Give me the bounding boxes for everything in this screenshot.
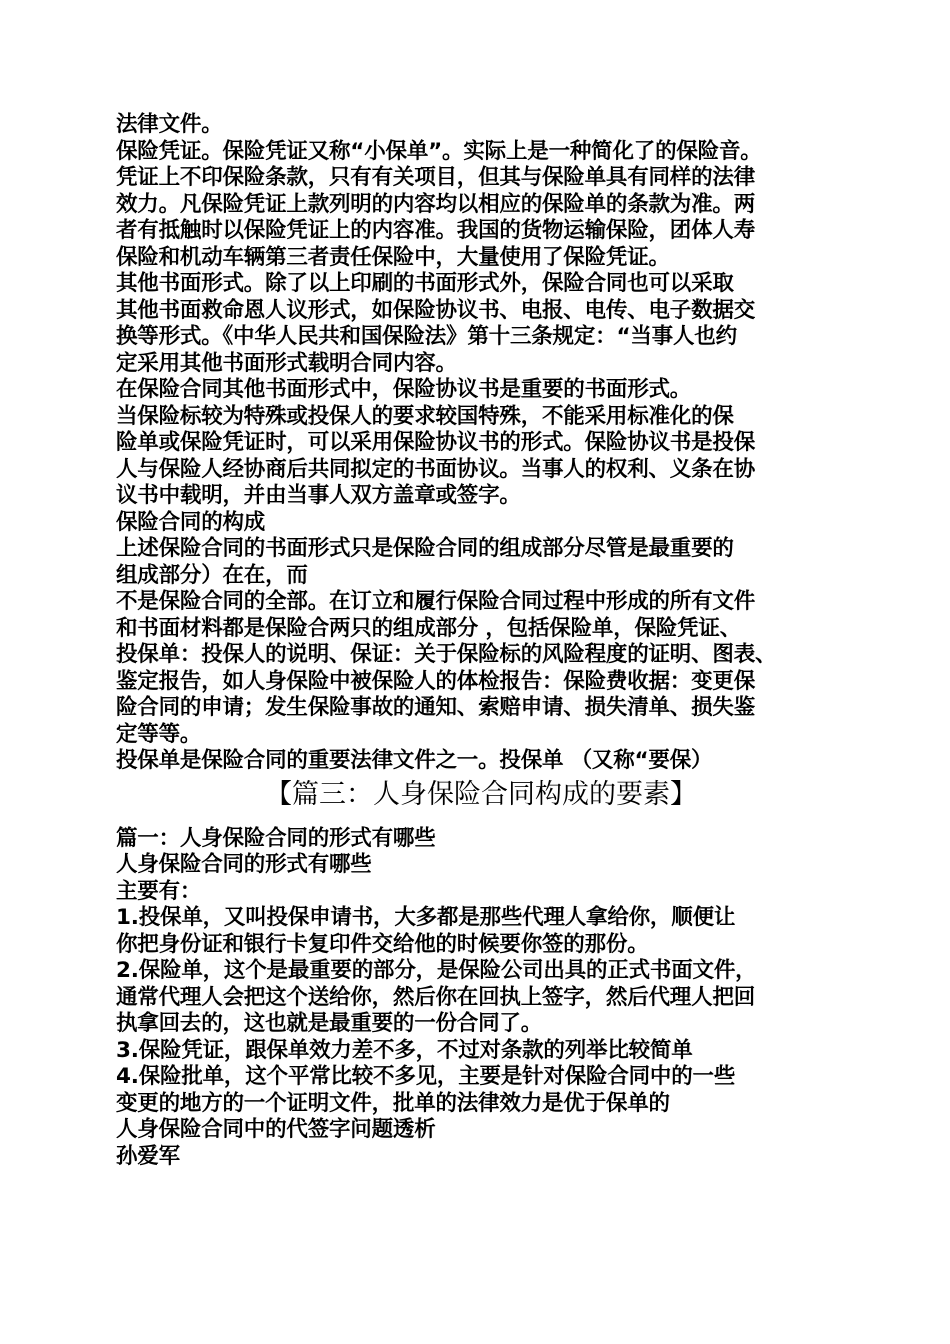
text-line: 效力。凡保险凭证上款列明的内容均以相应的保险单的条款为准。两: [116, 191, 756, 217]
text-line: 人与保险人经协商后共同拟定的书面协议。当事人的权利、义条在协: [116, 456, 756, 482]
text-line: 和书面材料都是保险合两只的组成部分 ，包括保险单，保险凭证、: [116, 615, 741, 641]
text-line: 主要有：: [116, 878, 202, 904]
section-body-2: [116, 826, 846, 1171]
text-line: 执拿回去的，这也就是最重要的一份合同了。: [116, 1011, 543, 1036]
text-line: 篇一：人身保险合同的形式有哪些: [116, 825, 436, 851]
text-line: 定等等。: [116, 721, 202, 747]
document-page: [116, 112, 846, 1170]
text-line: 保险凭证。保险凭证又称“小保单”。实际上是一种简化了的保险音。: [116, 138, 762, 164]
text-line: 法律文件。: [116, 112, 223, 137]
text-line: 变更的地方的一个证明文件，批单的法律效力是优于保单的: [116, 1090, 670, 1116]
text-line: 4.保险批单，这个平常比较不多见，主要是针对保险合同中的一些: [116, 1064, 736, 1089]
text-line: 不是保险合同的全部。在订立和履行保险合同过程中形成的所有文件: [116, 589, 756, 614]
text-line: 保险合同的构成: [116, 509, 266, 535]
section-body-1: [116, 112, 846, 775]
text-line: 险合同的申请；发生保险事故的通知、索赔申请、损失清单、损失鉴: [116, 695, 756, 720]
text-line: 人身保险合同中的代签字问题透析: [116, 1117, 436, 1142]
text-line: 者有抵触时以保险凭证上的内容准。我国的货物运输保险，团体人寿: [116, 218, 756, 243]
text-line: 孙爱军: [116, 1143, 180, 1169]
text-line: 定采用其他书面形式载明合同内容。: [116, 350, 457, 376]
text-line: 投保单是保险合同的重要法律文件之一。投保单 （又称“要保）: [116, 748, 713, 773]
text-line: 上述保险合同的书面形式只是保险合同的组成部分尽管是最重要的: [116, 536, 734, 561]
text-line: 投保单：投保人的说明、保证：关于保险标的风险程度的证明、图表、: [116, 642, 777, 667]
text-line: 换等形式。《中华人民共和国保险法》第十三条规定：“当事人也约: [116, 324, 737, 349]
text-line: 在保险合同其他书面形式中，保险协议书是重要的书面形式。: [116, 377, 692, 402]
text-line: 3.保险凭证，跟保单效力差不多，不过对条款的列举比较简单: [116, 1037, 693, 1063]
text-line: 议书中载明，并由当事人双方盖章或签字。: [116, 483, 521, 508]
text-line: 凭证上不印保险条款，只有有关项目，但其与保险单具有同样的法律: [116, 165, 756, 190]
text-line: 鉴定报告，如人身保险中被保险人的体检报告：保险费收据：变更保: [116, 668, 756, 694]
section-heading: 【篇三：人身保险合同构成的要素】: [265, 778, 697, 810]
text-line: 人身保险合同的形式有哪些: [116, 852, 372, 877]
text-line: 组成部分）在在，而: [116, 562, 308, 588]
text-line: 你把身份证和银行卡复印件交给他的时候要你签的那份。: [116, 931, 649, 957]
text-line: 保险和机动车辆第三者责任保险中，大量使用了保险凭证。: [116, 244, 670, 270]
text-line: 通常代理人会把这个送给你，然后你在回执上签字，然后代理人把回: [116, 984, 756, 1010]
text-line: 险单或保险凭证时，可以采用保险协议书的形式。保险协议书是投保: [116, 430, 756, 455]
text-line: 1.投保单，又叫投保申请书，大多都是那些代理人拿给你，顺便让: [116, 905, 736, 930]
text-line: 2.保险单，这个是最重要的部分，是保险公司出具的正式书面文件，: [116, 958, 757, 983]
text-line: 其他书面形式。除了以上印刷的书面形式外，保险合同也可以采取: [116, 271, 734, 296]
text-line: 其他书面救命恩人议形式，如保险协议书、电报、电传、电子数据交: [116, 297, 756, 323]
text-line: 当保险标较为特殊或投保人的要求较国特殊，不能采用标准化的保: [116, 403, 734, 429]
